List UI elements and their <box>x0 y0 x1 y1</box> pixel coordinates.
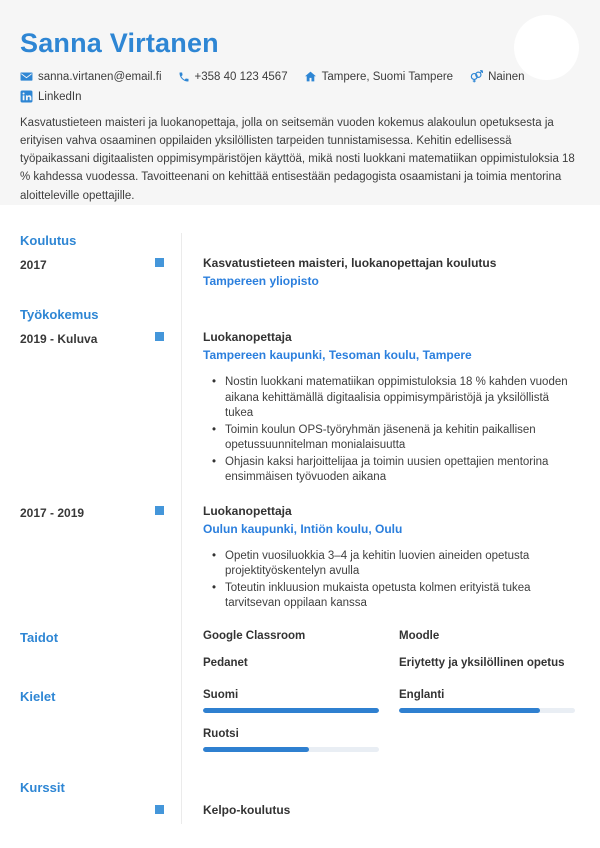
section-courses <box>0 780 600 795</box>
experience-bullet: • Toteutin inkluusion mukaista opetusta kolmen erityistä tukea tarvitsevan oppilaan kanssa <box>216 581 575 611</box>
skill-item: Eriytetty ja yksilöllinen opetus <box>399 657 565 670</box>
section-heading-experience: Työkokemus <box>20 307 99 323</box>
language-level-fill <box>203 708 379 713</box>
section-heading-languages: Kielet <box>20 689 56 705</box>
summary-text: Kasvatustieteen maisteri ja luokanopettaja, jolla on seitsemän vuoden kokemus alakoulun opetuksesta ja erityisen vahva osaaminen oppilaiden yksilöllisten tarpeiden tunnistamisessa. Kehitin edellisessä työpaikassani digitaalisten oppimisympäristöjen käyttöä, mikä nosti luokkani matematiikan oppimistuloksia 18 % kahdessa vuodessa. Tavoitteenani on kehittää entisestään pedagogista osaamistani ja toimia mentorina aloitteleville opettajille. <box>20 117 575 202</box>
education-title: Kasvatustieteen maisteri, luokanopettajan koulutus <box>203 256 497 270</box>
avatar-placeholder <box>514 15 579 80</box>
section-languages <box>0 689 600 752</box>
language-name: Ruotsi <box>203 728 239 741</box>
language-item <box>203 728 379 752</box>
section-education <box>0 233 600 248</box>
experience-title: Luokanopettaja <box>203 330 292 345</box>
contact-location <box>304 70 453 83</box>
gender-icon <box>469 70 483 83</box>
contact-location-text: Tampere, Suomi Tampere <box>321 70 454 83</box>
contact-email-text: sanna.virtanen@email.fi <box>38 70 162 83</box>
language-level-fill <box>203 747 309 752</box>
email-icon <box>20 70 33 83</box>
page-title: Sanna Virtanen <box>20 28 219 58</box>
education-school: Tampereen yliopisto <box>203 274 319 288</box>
language-name: Englanti <box>399 689 445 702</box>
resume-header <box>0 0 600 205</box>
experience-title: Luokanopettaja <box>203 503 292 518</box>
course-title: Kelpo-koulutus <box>203 803 291 818</box>
contact-phone <box>178 71 288 83</box>
linkedin-link[interactable] <box>20 90 81 103</box>
contact-gender-text: Nainen <box>488 70 525 83</box>
section-experience <box>0 307 600 322</box>
experience-employer: Oulun kaupunki, Intiön koulu, Oulu <box>203 521 403 536</box>
linkedin-row <box>20 90 580 103</box>
language-item <box>399 689 575 713</box>
experience-bullets <box>203 375 575 485</box>
experience-bullet: • Ohjasin kaksi harjoittelijaa ja toimin uusien opettajien mentorina ensimmäisen työvuoden aikana <box>216 455 575 485</box>
language-level-bar <box>203 747 379 752</box>
experience-bullets <box>203 549 575 612</box>
experience-employer: Tampereen kaupunki, Tesoman koulu, Tampere <box>203 348 472 363</box>
skills-grid <box>203 630 575 669</box>
timeline-marker <box>155 805 164 814</box>
language-level-bar <box>399 708 575 713</box>
experience-bullet: • Opetin vuosiluokkia 3–4 ja kehitin luovien aineiden opetusta projektityöskentelyn avulla <box>216 549 575 579</box>
experience-item <box>0 330 600 487</box>
resume-body <box>0 233 600 828</box>
language-level-bar <box>203 708 379 713</box>
timeline-marker <box>155 258 164 267</box>
section-heading-courses: Kurssit <box>20 780 65 796</box>
home-icon <box>304 70 317 83</box>
linkedin-icon <box>20 90 33 103</box>
course-item <box>0 803 600 818</box>
timeline-marker <box>155 506 164 515</box>
education-date: 2017 <box>20 258 47 272</box>
contact-email <box>20 70 162 83</box>
education-item <box>0 256 600 289</box>
experience-bullet: • Toimin koulun OPS-työryhmän jäsenenä ja kehitin paikallisen opetussuunnitelman monialaisuutta <box>216 423 575 453</box>
language-level-fill <box>399 708 540 713</box>
experience-date: 2019 - Kuluva <box>20 332 98 347</box>
skill-item: Pedanet <box>203 657 248 670</box>
experience-bullet: • Nostin luokkani matematiikan oppimistuloksia 18 % kahden vuoden aikana kehittämällä digitaalisia oppimisympäristöjä ja yksilöllistä tukea <box>216 375 575 421</box>
contact-row <box>20 70 580 83</box>
contact-phone-text: +358 40 123 4567 <box>194 70 288 83</box>
section-skills <box>0 630 600 669</box>
phone-icon <box>178 71 190 83</box>
skill-item: Moodle <box>399 630 440 643</box>
experience-date: 2017 - 2019 <box>20 505 85 520</box>
language-item <box>203 689 379 713</box>
skill-item: Google Classroom <box>203 630 306 643</box>
language-name: Suomi <box>203 689 239 702</box>
contact-gender <box>469 70 524 83</box>
experience-item <box>0 504 600 614</box>
timeline-marker <box>155 332 164 341</box>
languages-grid <box>203 689 575 752</box>
linkedin-label: LinkedIn <box>38 90 82 103</box>
section-heading-education: Koulutus <box>20 233 77 248</box>
section-heading-skills: Taidot <box>20 630 59 646</box>
